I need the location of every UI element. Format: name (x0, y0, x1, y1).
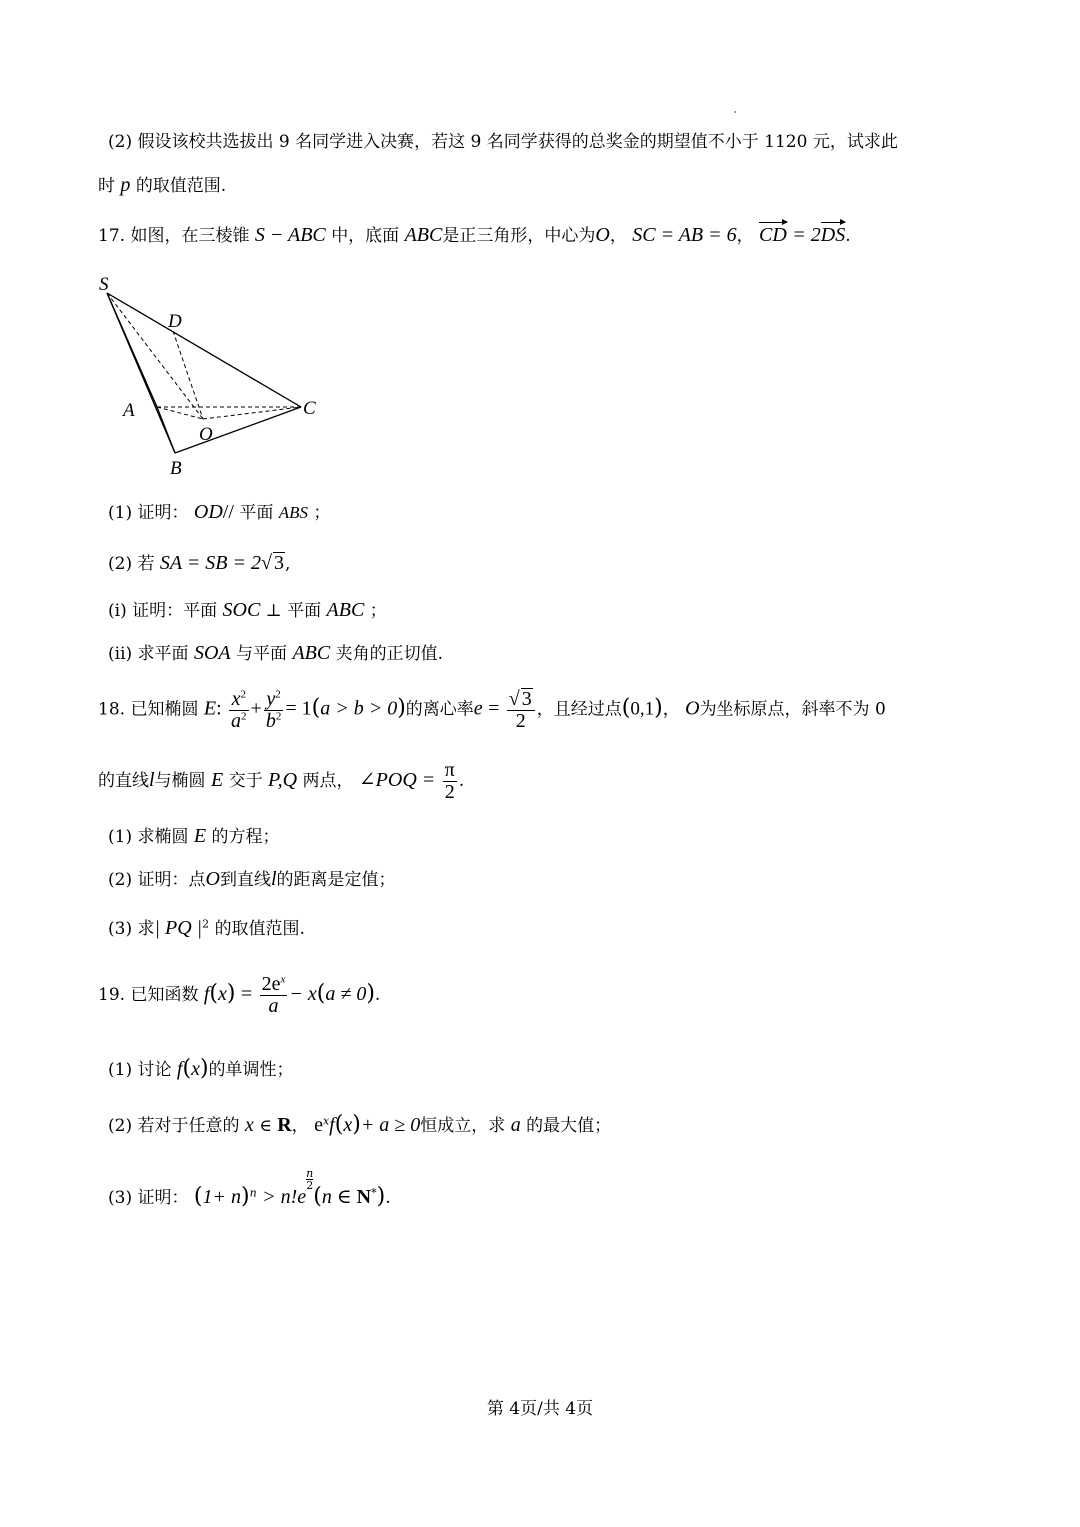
frac-sqrt3-2: $\frac{√ 3}{2}$ (507, 688, 535, 732)
label-d: D (168, 311, 182, 332)
q18-part3: (3) 求| PQ $|^2$ 的取值范围. (108, 917, 305, 939)
page-footer: 第 4页/共 4页 (486, 1399, 594, 1419)
q19-part2: (2) 若对于任意的 x ∈ R， $e^xf(x)+ a \ge 0$恒成立，求 a 的最大值； (108, 1112, 612, 1137)
label-o: O (199, 424, 213, 445)
q19-part1: (1) 讨论 f(x)的单调性； (108, 1056, 294, 1081)
q18-part1: (1) 求椭圆 E 的方程； (108, 825, 280, 847)
edge-ao-hidden (157, 407, 203, 419)
edge-bc (175, 407, 301, 453)
q17-sub2: (ii) 求平面 SOA 与平面 ABC 夹角的正切值. (108, 642, 444, 664)
q18-stem-line1: 18. 已知椭圆 E: $\frac{x^2}{a^2}$ + $\frac{y^2}{b^2}$ = 1(a > b > 0)的离心率e = $\frac{√ 3}{2}$ ，且经过点(0,1)， O为坐标原点，斜率不为 0 (98, 687, 886, 732)
scan-dot (734, 111, 736, 113)
edge-ab (157, 407, 175, 453)
q17-stem: 17. 如图，在三棱锥 S − ABC 中，底面 ABC是正三角形，中心为O， SC = AB = 6， CD = 2DS. (98, 224, 851, 246)
frac-y2-b2: $\frac{y^2}{b^2}$ (265, 687, 282, 732)
label-a: A (123, 400, 135, 421)
tetrahedron-figure (95, 275, 335, 475)
q18-part2: (2) 证明：点O到直线l的距离是定值； (108, 868, 396, 890)
label-c: C (303, 398, 316, 419)
frac-x2-a2: $\frac{x^2}{a^2}$ (231, 687, 247, 732)
q16-part2-line2: 时 p 的取值范围. (98, 174, 227, 196)
q16-part2-line1: (2) 假设该校共选拔出 9 名同学进入决赛，若这 9 名同学获得的总奖金的期望值不小于 1120 元，试求此 (108, 132, 898, 152)
q17-sub1: (i) 证明：平面 SOC ⊥ 平面 ABC ； (108, 599, 387, 621)
q18-stem-line2: 的直线l与椭圆 E 交于 P,Q 两点， ∠POQ = $\frac{\pi}{2}$ . (98, 759, 465, 803)
label-b: B (170, 458, 182, 475)
frac-2ex-a: $\frac{2e^x}{a}$ (261, 973, 286, 1017)
q17-part1: (1) 证明： OD// 平面 ABS ； (108, 501, 331, 523)
label-s: S (99, 275, 109, 295)
q19-part3: (3) 证明： $(1+ n)^n > n!e$ $^{\frac{n}{2}}$ (n ∈ N*). (108, 1167, 391, 1209)
frac-pi-2: $\frac{\pi}{2}$ (444, 759, 455, 803)
q17-part2: (2) 若 SA = SB = 2√ 3, (108, 552, 291, 574)
edge-do-hidden (173, 331, 203, 419)
edge-so-hidden (107, 293, 203, 419)
q19-stem: 19. 已知函数 f(x) = $\frac{2e^x}{a}$ − x(a ≠ 0). (98, 973, 381, 1017)
